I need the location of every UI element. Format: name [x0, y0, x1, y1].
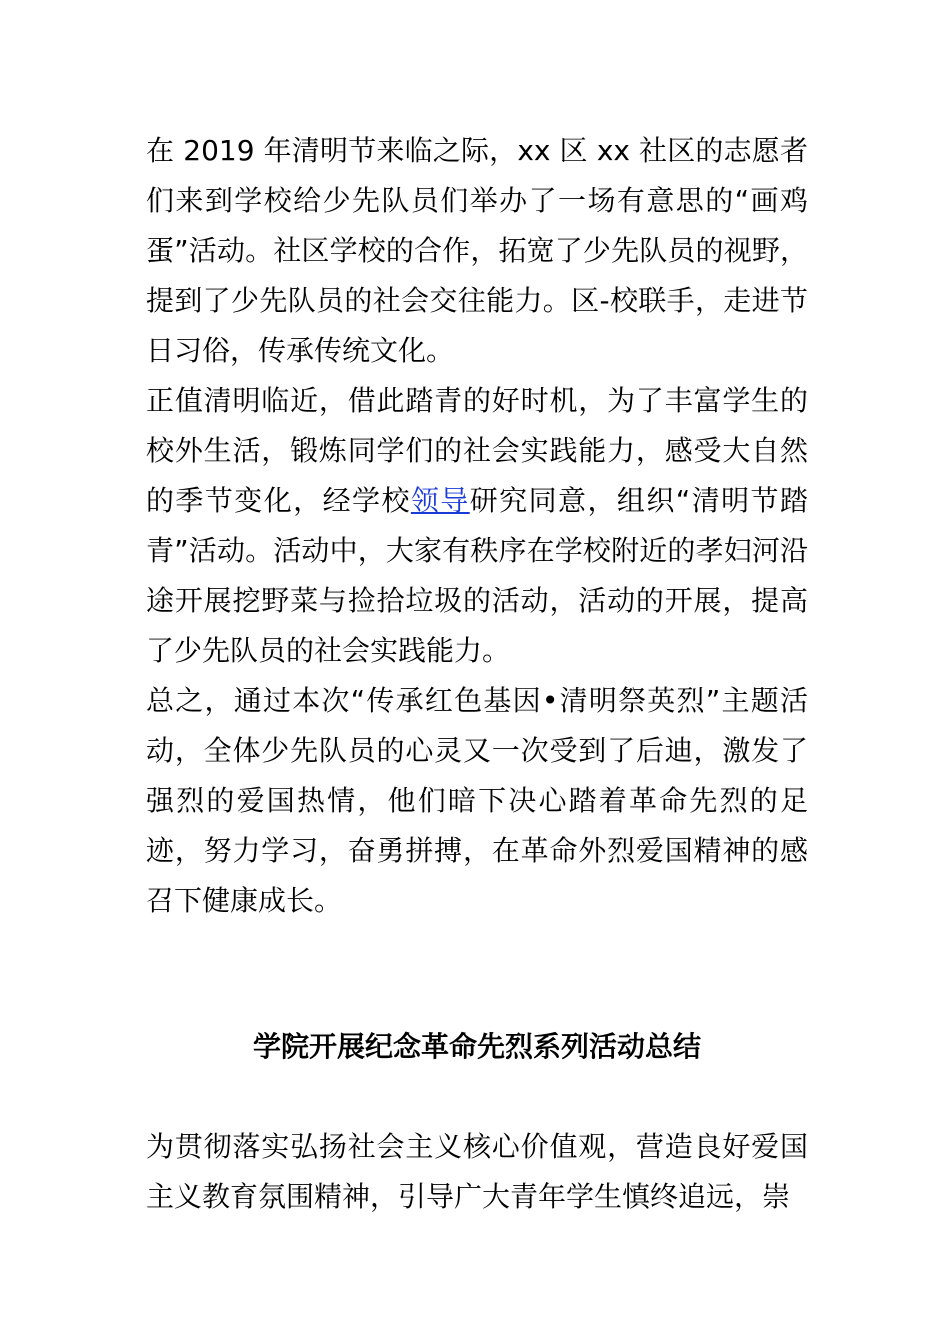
paragraph-qingming-outing [146, 376, 808, 676]
paragraph-text-after-link: 研究同意，组织“清明节踏青”活动。活动中，大家有秩序在学校附近的孝妇河沿途开展挖野菜与捡拾垃圾的活动，活动的开展，提高了少先队员的社会实践能力。 [146, 484, 808, 667]
section-heading: 学院开展纪念革命先烈系列活动总结 [252, 1030, 701, 1063]
paragraph-qingming-egg-painting: 在 2019 年清明节来临之际，xx 区 xx 社区的志愿者们来到学校给少先队员们举办了一场有意思的“画鸡蛋”活动。社区学校的合作，拓宽了少先队员的视野，提到了少先队员的社会交往能力。区-校联手，走进节日习俗，传承传统文化。 [146, 134, 808, 367]
leader-link[interactable]: 领导 [410, 484, 470, 517]
paragraph-summary: 总之，通过本次“传承红色基因•清明祭英烈”主题活动，全体少先队员的心灵又一次受到了后迪，激发了强烈的爱国热情，他们暗下决心踏着革命先烈的足迹，努力学习，奋勇拼搏，在革命外烈爱国精神的感召下健康成长。 [146, 684, 808, 917]
paragraph-intro-section: 为贯彻落实弘扬社会主义核心价值观，营造良好爱国主义教育氛围精神，引导广大青年学生慎终追远，崇 [146, 1130, 808, 1213]
paragraph-text-before-link: 正值清明临近，借此踏青的好时机，为了丰富学生的校外生活，锻炼同学们的社会实践能力，感受大自然的季节变化，经学校 [146, 384, 808, 517]
